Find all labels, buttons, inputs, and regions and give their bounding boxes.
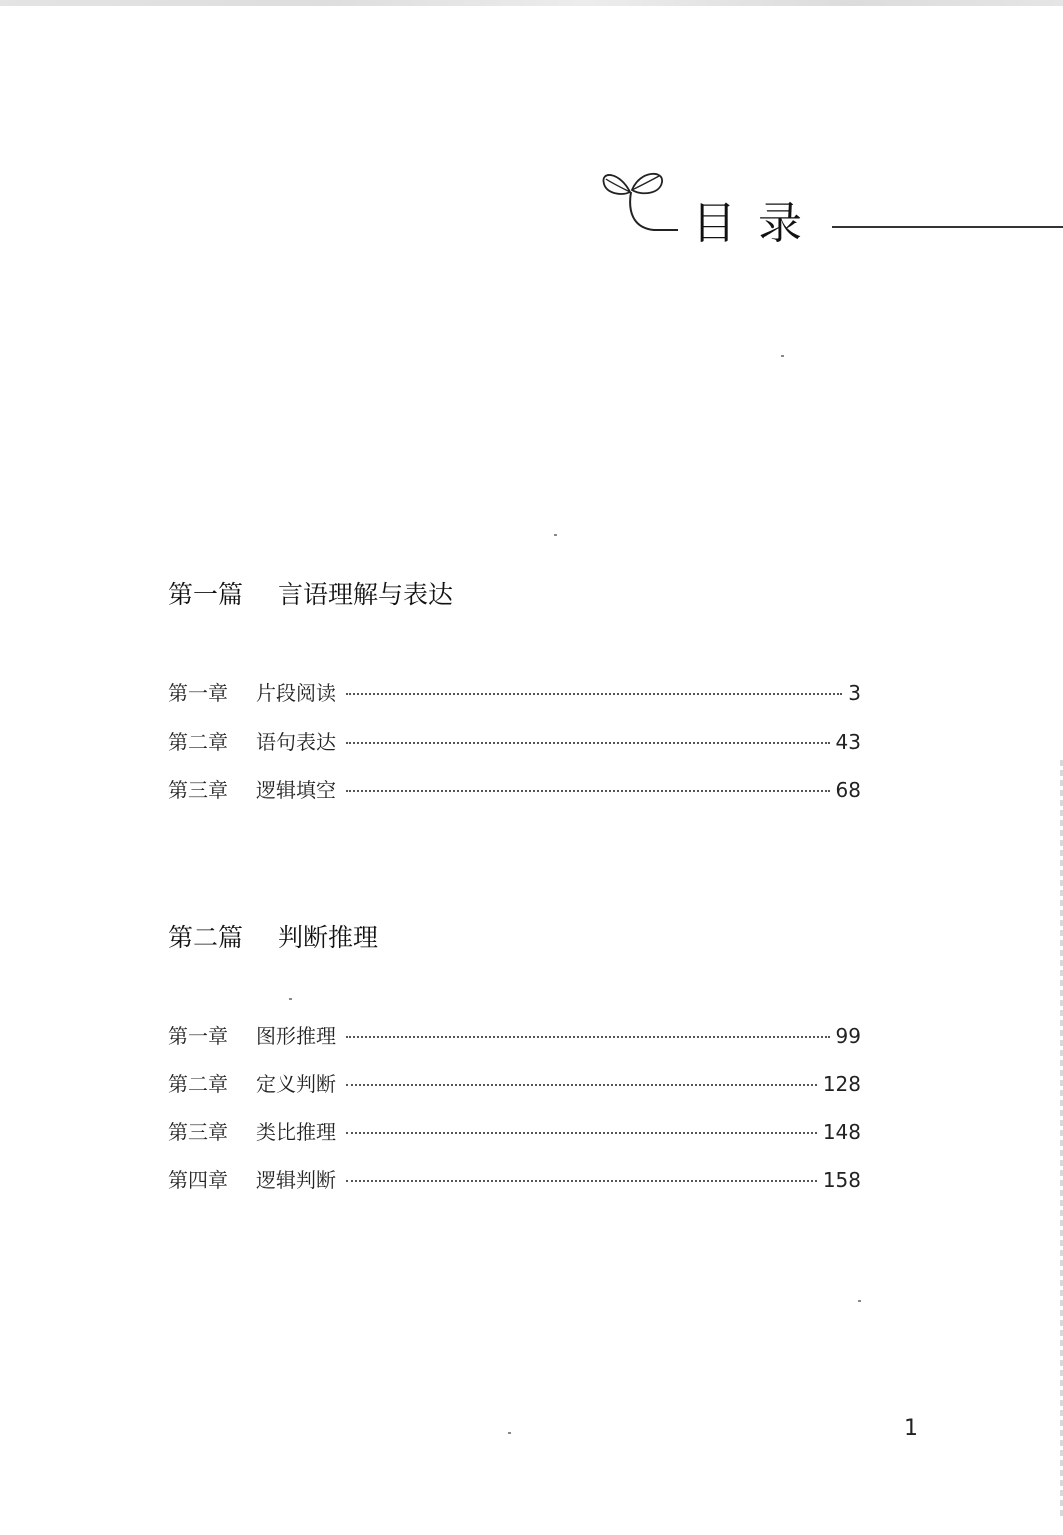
part-heading[interactable] [168, 921, 868, 955]
toc-entry[interactable] [168, 727, 861, 757]
scan-speck [858, 1300, 861, 1302]
part-number: 第一篇 [168, 580, 244, 609]
chapter-name: 语句表达 [256, 730, 336, 754]
part-heading[interactable] [168, 578, 868, 612]
chapter-page: 3 [848, 681, 861, 705]
dot-leader [346, 1132, 817, 1134]
scan-speck [289, 998, 292, 1000]
scan-speck [508, 1432, 511, 1434]
chapter-name: 图形推理 [256, 1024, 336, 1048]
toc-entry[interactable] [168, 1117, 861, 1147]
chapter-page: 43 [835, 730, 861, 754]
chapter-page: 128 [822, 1072, 861, 1096]
scan-speck [781, 355, 784, 357]
chapter-name: 逻辑判断 [256, 1168, 336, 1192]
toc-entry[interactable] [168, 1069, 861, 1099]
part-2 [168, 921, 868, 1192]
chapter-page: 99 [835, 1024, 861, 1048]
dot-leader [346, 742, 830, 744]
chapter-name: 类比推理 [256, 1120, 336, 1144]
scan-speck [554, 534, 557, 536]
toc-title: 目录 [692, 198, 824, 249]
chapter-number: 第四章 [168, 1168, 228, 1192]
chapter-name: 定义判断 [256, 1072, 336, 1096]
dot-leader [346, 1180, 817, 1182]
toc-entry[interactable] [168, 678, 861, 708]
toc-entry[interactable] [168, 775, 861, 805]
chapter-page: 148 [822, 1120, 861, 1144]
chapter-number: 第一章 [168, 1024, 228, 1048]
chapter-number: 第一章 [168, 681, 228, 705]
dot-leader [346, 1036, 830, 1038]
chapter-number: 第三章 [168, 1120, 228, 1144]
scan-edge-top [0, 0, 1063, 6]
chapter-number: 第二章 [168, 730, 228, 754]
title-rule [832, 226, 1063, 228]
part-1 [168, 578, 868, 802]
page-number: 1 [904, 1416, 918, 1441]
part-number: 第二篇 [168, 923, 244, 952]
chapter-number: 第二章 [168, 1072, 228, 1096]
dot-leader [346, 1084, 817, 1086]
dot-leader [346, 693, 842, 695]
chapter-name: 片段阅读 [256, 681, 336, 705]
toc-entry[interactable] [168, 1021, 861, 1051]
part-name: 言语理解与表达 [278, 580, 454, 609]
part-name: 判断推理 [278, 923, 379, 952]
sprout-icon [598, 166, 678, 238]
chapter-name: 逻辑填空 [256, 778, 336, 802]
dot-leader [346, 790, 830, 792]
toc-entry[interactable] [168, 1165, 861, 1195]
chapter-number: 第三章 [168, 778, 228, 802]
chapter-page: 158 [822, 1168, 861, 1192]
chapter-page: 68 [835, 778, 861, 802]
